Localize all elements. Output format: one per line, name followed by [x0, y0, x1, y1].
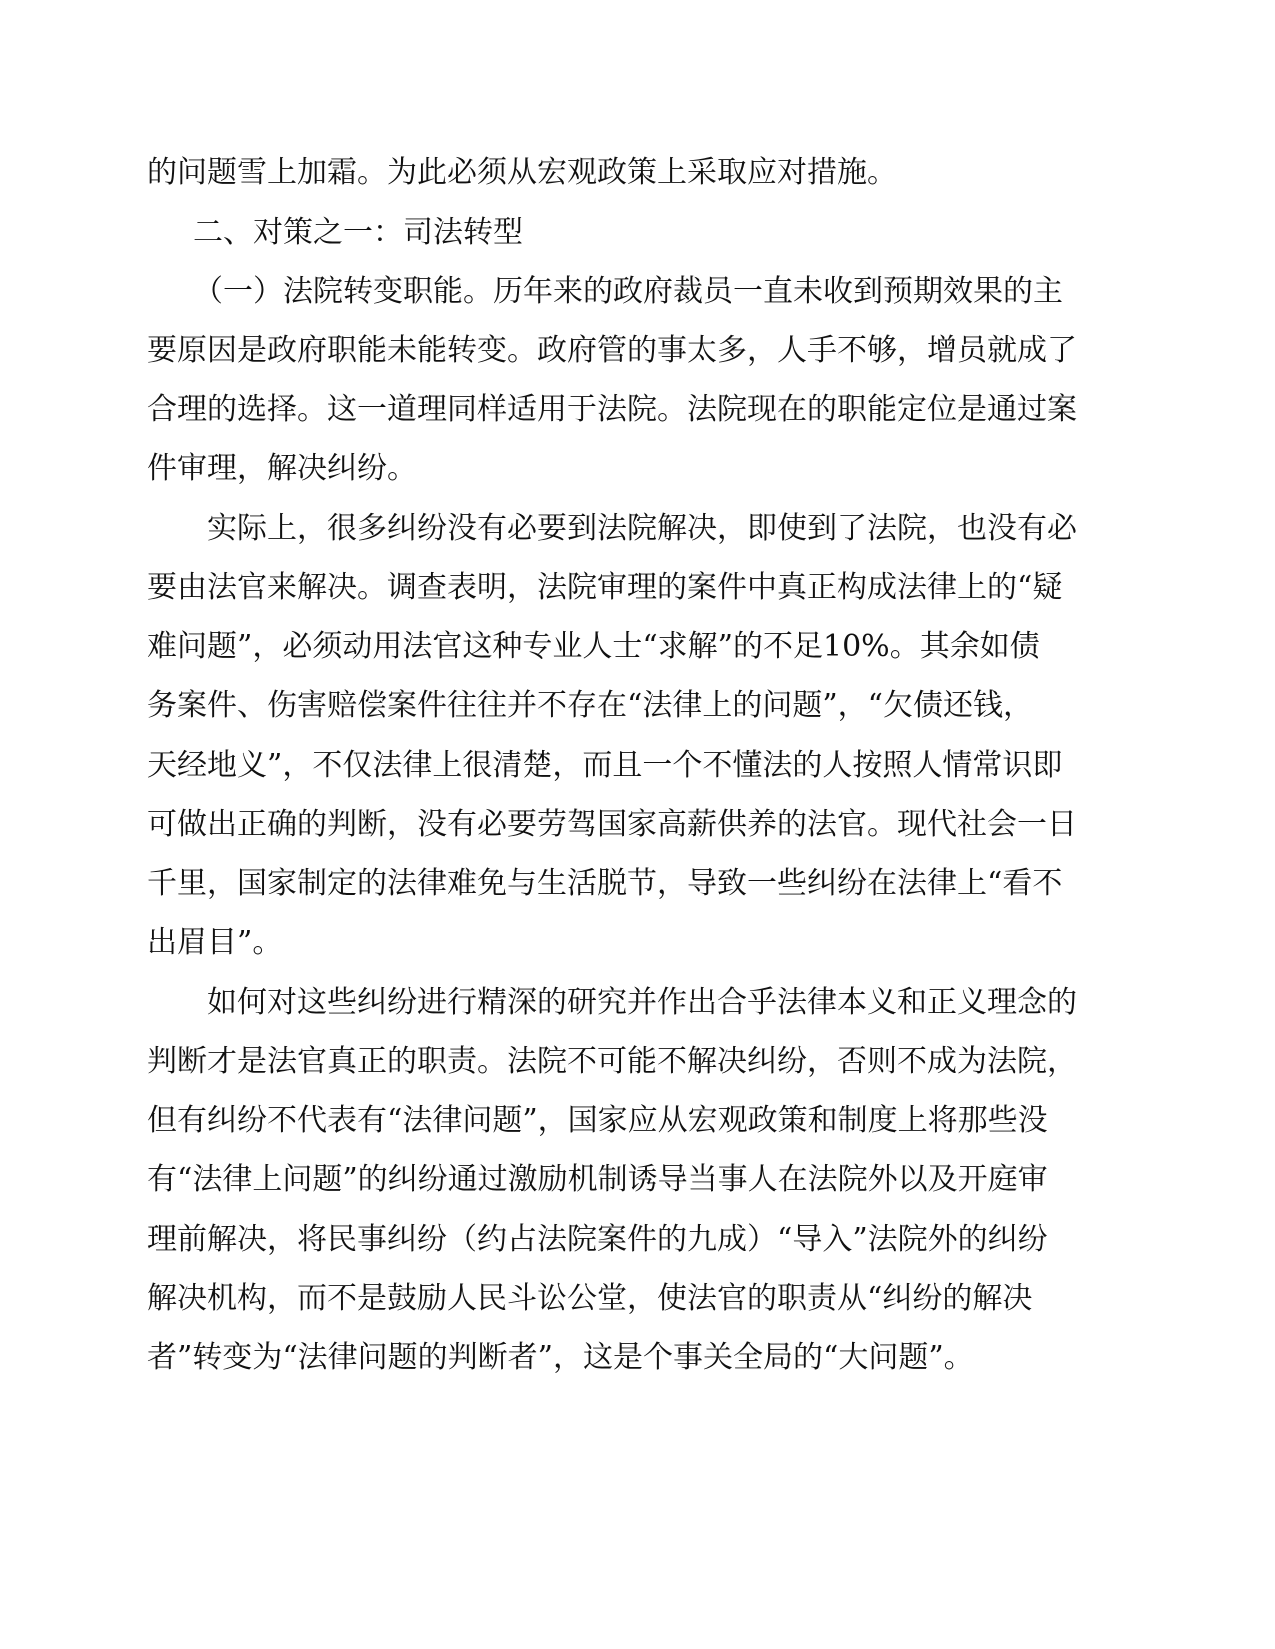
text-line: 务案件、伤害赔偿案件往往并不存在“法律上的问题”，“欠债还钱，	[147, 688, 1034, 723]
text-line: 有“法律上问题”的纠纷通过激励机制诱导当事人在法院外以及开庭审	[147, 1162, 1048, 1197]
text-line: 的问题雪上加霜。为此必须从宏观政策上采取应对措施。	[147, 155, 897, 190]
text-line: 合理的选择。这一道理同样适用于法院。法院现在的职能定位是通过案	[147, 392, 1077, 427]
text-line: 难问题”，必须动用法官这种专业人士“求解”的不足10%。其余如债	[147, 629, 1040, 664]
text-line: 理前解决，将民事纠纷（约占法院案件的九成）“导入”法院外的纠纷	[147, 1222, 1048, 1257]
text-line: 出眉目”。	[147, 925, 283, 960]
section-heading: 二、对策之一：司法转型	[193, 215, 523, 250]
text-line: 件审理，解决纠纷。	[147, 451, 417, 486]
text-line: 判断才是法官真正的职责。法院不可能不解决纠纷，否则不成为法院，	[147, 1044, 1077, 1079]
text-line: 解决机构，而不是鼓励人民斗讼公堂，使法官的职责从“纠纷的解决	[147, 1281, 1033, 1316]
text-line: 千里，国家制定的法律难免与生活脱节，导致一些纠纷在法律上“看不	[147, 866, 1063, 901]
text-line: 可做出正确的判断，没有必要劳驾国家高薪供养的法官。现代社会一日	[147, 807, 1077, 842]
text-line: 者”转变为“法律问题的判断者”，这是个事关全局的“大问题”。	[147, 1340, 974, 1375]
text-line: 要由法官来解决。调查表明，法院审理的案件中真正构成法律上的“疑	[147, 570, 1063, 605]
text-line: 但有纠纷不代表有“法律问题”，国家应从宏观政策和制度上将那些没	[147, 1103, 1048, 1138]
paragraph-start-line: 如何对这些纠纷进行精深的研究并作出合乎法律本义和正义理念的	[207, 985, 1077, 1020]
paragraph-start-line: 实际上，很多纠纷没有必要到法院解决，即使到了法院，也没有必	[207, 511, 1077, 546]
text-line: 天经地义”，不仅法律上很清楚，而且一个不懂法的人按照人情常识即	[147, 748, 1063, 783]
subsection-line: （一）法院转变职能。历年来的政府裁员一直未收到预期效果的主	[193, 274, 1063, 309]
text-line: 要原因是政府职能未能转变。政府管的事太多，人手不够，增员就成了	[147, 333, 1077, 368]
